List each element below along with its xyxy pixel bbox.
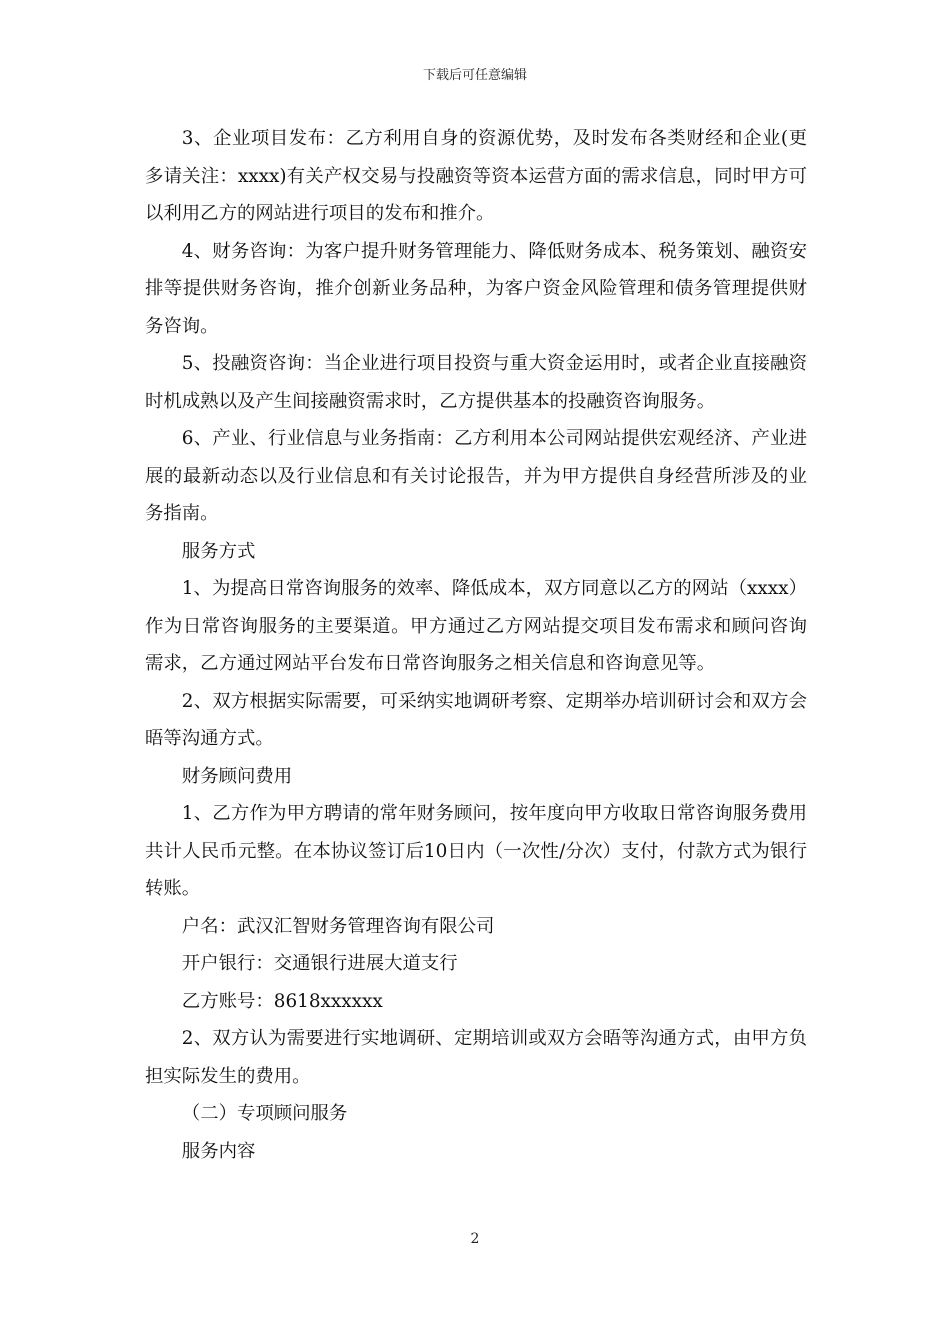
section-heading-special-advisory: （二）专项顾问服务 bbox=[181, 1103, 348, 1124]
bank-name: 开户银行：交通银行进展大道支行 bbox=[181, 953, 458, 974]
paragraph-financial-consulting: 4、财务咨询：为客户提升财务管理能力、降低财务成本、税务策划、融资安排等提供财务咨询，推介创新业务品种，为客户资金风险管理和债务管理提供财务咨询。 bbox=[145, 240, 807, 337]
account-name: 户名：武汉汇智财务管理咨询有限公司 bbox=[181, 915, 495, 937]
paragraph-project-release: 3、企业项目发布：乙方利用自身的资源优势，及时发布各类财经和企业(更多请关注：xxxx)有关产权交易与投融资等资本运营方面的需求信息，同时甲方可以利用乙方的网站进行项目的发布和推介。 bbox=[145, 128, 807, 224]
paragraph-industry-info: 6、产业、行业信息与业务指南：乙方利用本公司网站提供宏观经济、产业进展的最新动态以及行业信息和有关讨论报告，并为甲方提供自身经营所涉及的业务指南。 bbox=[145, 428, 807, 524]
page-number: 2 bbox=[470, 1231, 480, 1247]
document-body bbox=[145, 120, 807, 1170]
section-heading-advisory-fee: 财务顾问费用 bbox=[181, 765, 293, 787]
section-heading-service-content: 服务内容 bbox=[181, 1140, 256, 1162]
account-number: 乙方账号：8618xxxxxx bbox=[181, 990, 383, 1012]
page-header-note: 下载后可任意编辑 bbox=[422, 68, 527, 83]
paragraph-service-channel: 1、为提高日常咨询服务的效率、降低成本，双方同意以乙方的网站（xxxx）作为日常咨询服务的主要渠道。甲方通过乙方网站提交项目发布需求和顾问咨询需求，乙方通过网站平台发布日常咨询服务之相关信息和咨询意见等。 bbox=[145, 578, 807, 674]
paragraph-investment-consulting: 5、投融资咨询：当企业进行项目投资与重大资金运用时，或者企业直接融资时机成熟以及产生间接融资需求时，乙方提供基本的投融资咨询服务。 bbox=[145, 353, 807, 412]
paragraph-expense-terms: 2、双方认为需要进行实地调研、定期培训或双方会晤等沟通方式，由甲方负担实际发生的费用。 bbox=[145, 1028, 807, 1087]
section-heading-service-method: 服务方式 bbox=[181, 540, 256, 562]
paragraph-fee-terms: 1、乙方作为甲方聘请的常年财务顾问，按年度向甲方收取日常咨询服务费用共计人民币元整。在本协议签订后10日内（一次性/分次）支付，付款方式为银行转账。 bbox=[145, 803, 807, 899]
paragraph-communication-methods: 2、双方根据实际需要，可采纳实地调研考察、定期举办培训研讨会和双方会晤等沟通方式。 bbox=[145, 690, 807, 749]
